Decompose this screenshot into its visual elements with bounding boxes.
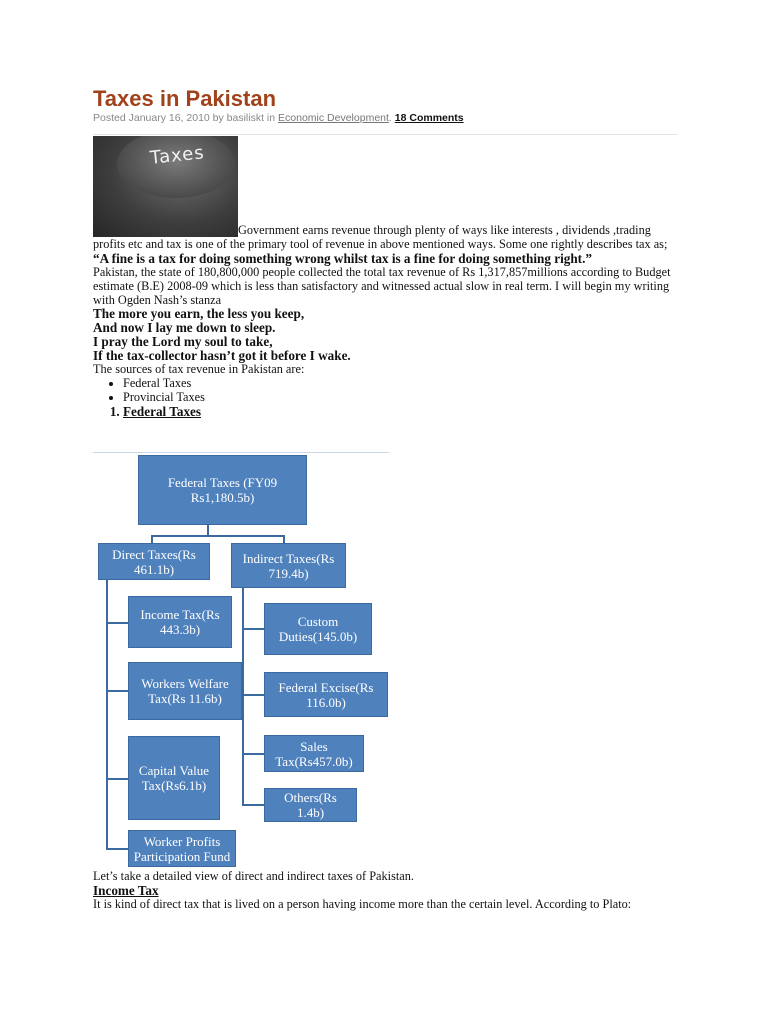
detail-lead: Let’s take a detailed view of direct and indirect taxes of Pakistan. [93,869,414,883]
box-indirect-taxes: Indirect Taxes(Rs 719.4b) [231,543,346,588]
box-others: Others(Rs 1.4b) [264,788,357,822]
income-tax-text: It is kind of direct tax that is lived on a person having income more than the certain level. According to Plato: [93,896,632,911]
category-link[interactable]: Economic Development [278,112,389,124]
stanza-line-4: If the tax-collector hasn’t got it before I wake. [93,348,351,364]
indirect-branch-3 [242,753,264,755]
direct-branch-3 [106,778,128,780]
direct-branch-2 [106,690,128,692]
taxes-photo [93,136,238,237]
box-federal-excise: Federal Excise(Rs 116.0b) [264,672,388,717]
post-title: Taxes in Pakistan [93,86,277,111]
box-workers-welfare-tax: Workers Welfare Tax(Rs 11.6b) [128,662,242,720]
source-item-federal: • Federal Taxes [123,377,678,391]
box-direct-taxes: Direct Taxes(Rs 461.1b) [98,543,210,580]
stanza-line-1: The more you earn, the less you keep, [93,306,305,322]
indirect-branch-2 [242,694,264,696]
post-body [93,224,678,419]
direct-branch-1 [106,622,128,624]
photo-caption-text: Taxes [149,142,206,169]
stanza-line-2: And now I lay me down to sleep. [93,320,276,336]
sources-list [93,377,678,405]
intro-paragraph: Government earns revenue through plenty of ways like interests , dividends ,trading profits etc and tax is one of the primary tool of revenue in above mentioned ways. Some one rightly describes tax as; [93,223,668,251]
income-tax-heading: Income Tax [93,882,159,898]
box-worker-profits-fund: Worker Profits Participation Fund [128,830,236,867]
indirect-spine [242,588,244,806]
sources-intro: The sources of tax revenue in Pakistan are: [93,362,305,377]
revenue-paragraph: Pakistan, the state of 180,800,000 people collected the total tax revenue of Rs 1,317,857millions according to Budget estimate (B.E) 2008-09 which is less than satisfactory and witnessed actual slow in real term. I will begin my writing with Ogden Nash’s stanza [93,264,671,307]
post-meta-prefix: Posted January 16, 2010 by basiliskt in [93,112,279,124]
comments-link[interactable]: 18 Comments [394,112,464,124]
box-income-tax: Income Tax(Rs 443.3b) [128,596,232,648]
box-custom-duties: Custom Duties(145.0b) [264,603,372,655]
indirect-branch-4 [242,804,264,806]
box-capital-value-tax: Capital Value Tax(Rs6.1b) [128,736,220,820]
title-divider [93,134,678,135]
direct-branch-4 [106,848,128,850]
post-meta [93,112,464,124]
after-diagram-text [93,870,683,912]
meta-separator: . [388,112,395,124]
diagram-top-rule [93,452,389,453]
box-federal-taxes: Federal Taxes (FY09 Rs1,180.5b) [138,455,307,525]
box-sales-tax: Sales Tax(Rs457.0b) [264,735,364,772]
federal-taxes-heading: 1. Federal Taxes [123,405,678,419]
connector-horizontal [151,535,285,537]
connector-to-indirect [283,535,285,543]
tax-quote: “A fine is a tax for doing something wrong whilst tax is a fine for doing something right.” [93,250,592,266]
connector-to-direct [151,535,153,543]
source-item-provincial: • Provincial Taxes [123,391,678,405]
direct-spine [106,580,108,850]
stanza-line-3: I pray the Lord my soul to take, [93,334,273,350]
numbered-list [93,405,678,419]
indirect-branch-1 [242,628,264,630]
